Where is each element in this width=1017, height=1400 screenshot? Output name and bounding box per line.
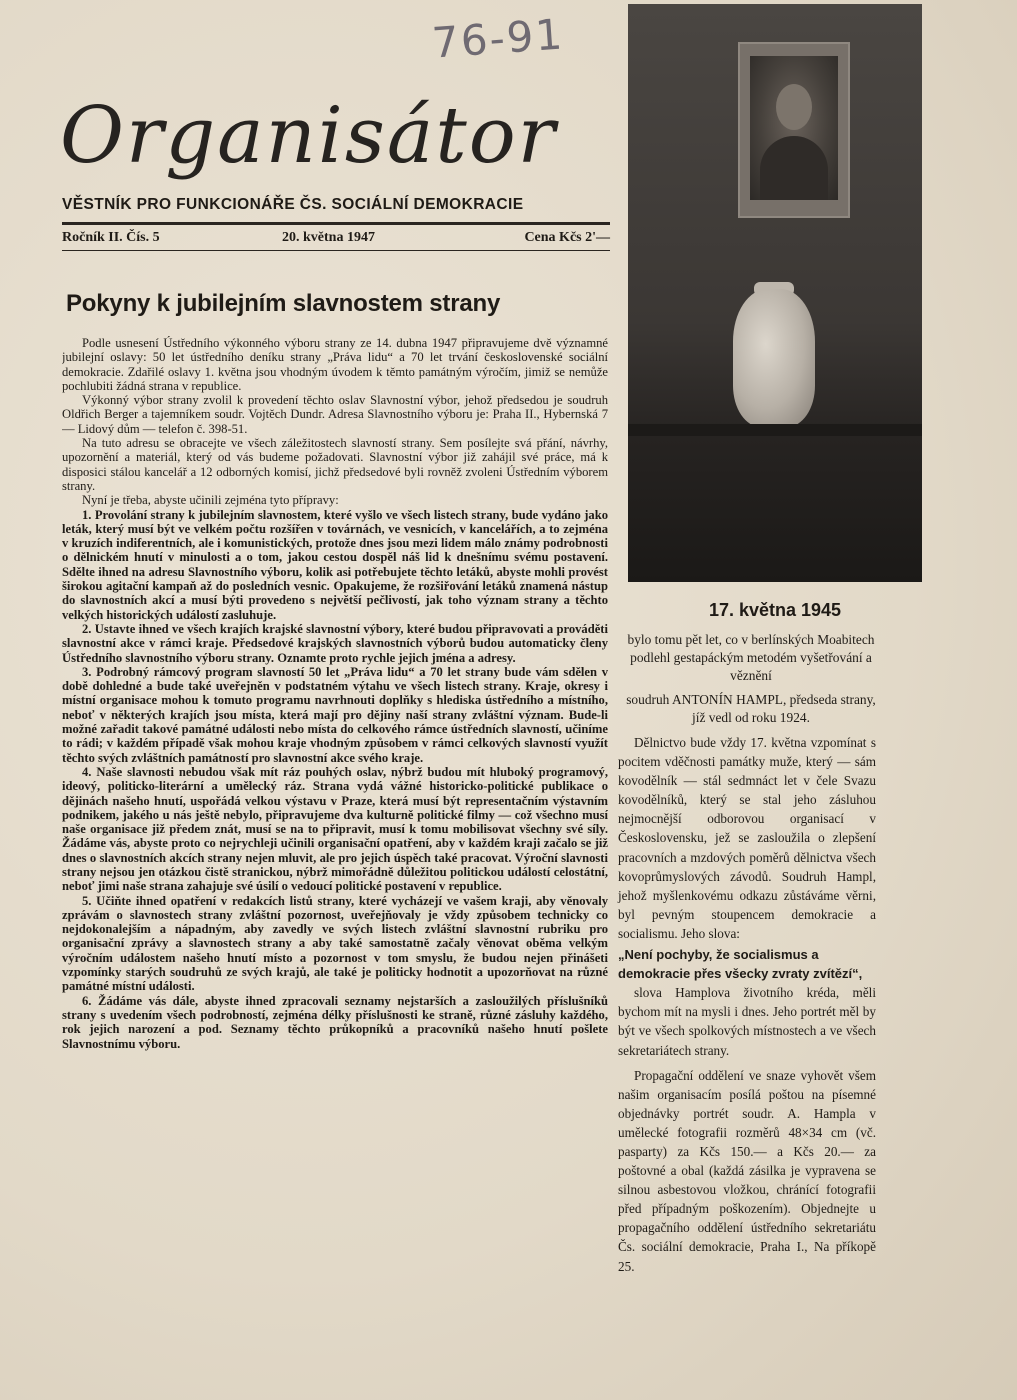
article-point: 6. Žádáme vás dále, abyste ihned zpracovali seznamy nejstarších a zasloužilých příslušníků strany s uvedením všech podrobností, zejména délky příslušnosti ke straně, různé zásluhy každého, rok jejich narození a pod. Seznamy těchto průkopníků a pracovníků našeho hnutí pošlete Slavnostnímu výboru. [62,993,608,1051]
article-paragraph: Výkonný výbor strany zvolil k provedení těchto oslav Slavnostní výbor, jehož předsedou je soudruh Oldřich Berger a tajemníkem soudr. Vojtěch Dundr. Adresa Slavnostního výboru je: Praha II., Hybernská 7 — Lidový dům — telefon č. 398-51. [62,393,608,436]
issue-volume: Ročník II. Čís. 5 [62,230,160,245]
masthead-rule [62,222,610,225]
caption-line: bylo tomu pět let, co v berlínských Moabitech podlehl gestapáckým metodém vyšetřování a věznění [627,632,875,683]
article-headline: Pokyny k jubilejním slavnostem strany [66,290,501,317]
vase [733,289,815,427]
sidebar-body [618,733,876,1276]
handwritten-note: 76-91 [430,9,566,68]
interior-photo [628,4,922,582]
article-paragraph: Na tuto adresu se obracejte ve všech záležitostech slavností strany. Sem posílejte svá přání, návrhy, upozornění a materiál, který od vás budeme požadovati. Slavnostní výbor již zahájil své práce, má k disposici stálou kancelář a 12 odborných komisí, jichž předsedové byli rovněž zvoleni Ústředním výborem strany. [62,436,608,493]
article-paragraph: Podle usnesení Ústředního výkonného výboru strany ze 14. dubna 1947 připravujeme dvě významné jubilejní oslavy: 50 let ústředního deníku strany „Práva lidu“ a 70 let trvání československé sociální demokracie. Zdařilé oslavy 1. května jsou vhodným úvodem k těmto památným výročím, jimiž se nemůže pochlubiti žádná strana v republice. [62,336,608,393]
portrait-body [760,136,828,200]
article-point: 5. Učiňte ihned opatření v redakcích listů strany, které vycházejí ve vašem kraji, aby věnovaly zprávám o slavnostech strany zvláštní pozornost, uveřejňovaly je vždy způsobem technicky co nejdokonalejším a nápadným, aby zavedly ve svých listech zvláštní slavnostní rubriku pro organisační zprávy a slavnostech strany a aby také samostatně začaly věnovat oběma velkým výročním událostem našeho hnutí místo a pozornost v tom smyslu, že budou nejen přinášeti vzpomínky starých soudruhů ze svých krajů, ale také je politicky hodnotit a upozorňovat na různé památné místní události. [62,893,608,994]
masthead-title: Organisátor [60,91,557,181]
article-point: 4. Naše slavnosti nebudou však mít ráz pouhých oslav, nýbrž budou mít hluboký programový, ideový, politicko-literární a umělecký ráz. Strana vydá vážné historicko-politické publikace o dějinách našeho hnutí, uspořádá velkou výstavu v Praze, která musí být representačním výstavním podnikem, jakého u nás ještě nebylo, připravujeme dva kulturně politické filmy — což všechno musí naše organisace již předem znát, musí se na to připravit, musí k tomu mobilisovat všechny své síly. Žádáme vás, abyste proto co nejrychleji učinili organisační opatření, aby v každém kraji začalo se již dnes o slavnostních akcích strany nejen mluvit, ale pro jejich úspěch také pracovat. Výroční slavnosti strany nejsou jen otázkou čistě stranickou, nýbrž mimořádně důležitou politickou událostí celostátní, neboť jimi naše strana zahajuje své úsilí o vedoucí politické postavení v republice. [62,764,608,894]
photo-caption-date: 17. května 1945 [708,600,842,620]
portrait-frame [738,42,850,218]
issue-price: Cena Kčs 2'— [524,230,610,245]
article-point: 3. Podrobný rámcový program slavností 50 let „Práva lidu“ a 70 let strany bude vám sdělen v době dohledné a bude také uveřejněn v podstatném výtahu ve všech listech strany. Kraje, okresy i místní organisace mohou k tomuto programu navrhnouti doplňky s hlediska ústředního a místního, neboť v některých krajích jsou místa, která mají pro dějiny naší strany zvláštní význam. Bude-li možné zařadit takové památné události nebo místa do celkového rámce ústředních slavností, učiníme to rádi; v každém případě však mohou kraje vhodným způsobem v rámci celkových slavností využít těchto svých zvláštních památností pro slavnostní akce svého kraje. [62,664,608,765]
hampl-quote: „Není pochyby, že socialismus a demokracie přes všecky zvraty zvítězí“, [618,947,863,982]
issue-rule [62,250,610,251]
article-point: 2. Ustavte ihned ve všech krajích krajské slavnostní výbory, které budou připravovati a prováděti slavnostní akce v rámci kraje. Předsedové krajských slavnostních výborů budou automaticky členy Ústředního slavnostního výboru strany. Oznamte proto rychle jejich jména a adresy. [62,621,608,665]
shelf-ledge [628,424,922,436]
portrait-picture [750,56,838,200]
issue-line [62,230,610,248]
sidebar-paragraph: Dělnictvo bude vždy 17. května vzpomínat s pocitem vděčnosti památky muže, který — sám kovodělník — stál sedmnáct let v čele Svazu kovodělníků, který se stal jeho zásluhou nejmocnější odborovou organisací v Československu, jež se zasloužila o zlepšení pracovních a mzdových poměrů dělnictva všech kovoprůmyslových závodů. Soudruh Hampl, jehož myšlenkovému odkazu zůstáváme věrni, byl pevným stoupencem demokracie a socialismu. Jeho slova: [618,735,876,941]
masthead-subtitle: VĚSTNÍK PRO FUNKCIONÁŘE ČS. SOCIÁLNÍ DEMOKRACIE [62,196,524,213]
issue-date: 20. května 1947 [282,230,375,245]
article-point: 1. Provolání strany k jubilejním slavnostem, které vyšlo ve všech listech strany, bude vydáno jako leták, který musí být ve velkém počtu rozšířen v továrnách, ve vesnicích, v kancelářích, a to zejména v kruzích indiferentních, ale i komunistických, protože dnes jsou mezi lidem málo známy podrobnosti o dělnickém hnutí v minulosti a o tom, jakou cestou dospěl náš lid k dnešnímu svému postavení. Sdělte ihned na adresu Slavnostního výboru, kolik asi potřebujete těchto letáků, abyste mohli provést širokou agitační kampaň až do posledních vesnic. Opakujeme, že rozšiřování letáků znamená nástup do slavnostních akcí a musí býti provedeno s největší pečlivostí, jak toho význam strany a těchto velkých historických událostí zasluhuje. [62,507,608,622]
article-body [62,336,608,1301]
sidebar-paragraph: slova Hamplova životního kréda, měli bychom mít na mysli i dnes. Jeho portrét měl by být ve všech spolkových místnostech a ve všech sekretariátech strany. [618,985,876,1058]
portrait-face [776,84,812,130]
sidebar-paragraph: Propagační oddělení ve snaze vyhovět všem našim organisacím posílá poštou na písemné objednávky portrét soudr. A. Hampla v umělecké fotografii rozměrů 48×34 cm (vč. pasparty) za Kčs 150.— a Kčs 20.— za poštovné a obal (každá zásilka je vypravena se silnou asbestovou vložkou, chránící fotografii před případným poškozením). Objednejte u propagačního oddělení ústředního sekretariátu Čs. sociální demokracie, Praha I., Na příkopě 25. [618,1067,876,1274]
caption-line: soudruh ANTONÍN HAMPL, předseda strany, jíž vedl od roku 1924. [626,692,876,725]
photo-caption [622,631,880,727]
article-paragraph: Nyní je třeba, abyste učinili zejména tyto přípravy: [82,493,339,508]
